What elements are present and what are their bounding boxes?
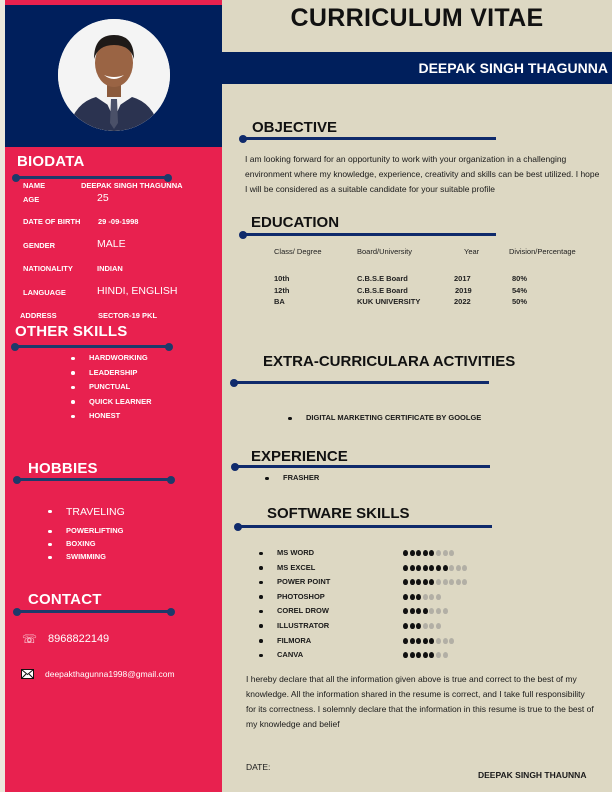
rating-dot-empty-icon bbox=[462, 565, 467, 571]
rating-dot-empty-icon bbox=[423, 594, 428, 600]
objective-divider bbox=[242, 137, 496, 140]
rating-dot-filled-icon bbox=[416, 652, 421, 658]
edu-cell: 80% bbox=[512, 274, 528, 283]
other-skill-item: QUICK LEARNER bbox=[89, 395, 152, 410]
rating-dot-filled-icon bbox=[410, 594, 415, 600]
bio-value-language: HINDI, ENGLISH bbox=[97, 285, 178, 297]
software-skill-item: COREL DROW bbox=[277, 604, 330, 619]
contact-divider bbox=[16, 610, 172, 613]
hobby-item: POWERLIFTING bbox=[66, 526, 124, 535]
other-skills-list bbox=[89, 351, 152, 424]
rating-dot-filled-icon bbox=[416, 579, 421, 585]
other-skills-divider bbox=[14, 345, 170, 348]
rating-dot-filled-icon bbox=[423, 579, 428, 585]
bio-label-gender: GENDER bbox=[23, 241, 56, 250]
rating-dot-empty-icon bbox=[456, 565, 461, 571]
biodata-divider bbox=[15, 176, 169, 179]
edu-header-division: Division/Percentage bbox=[509, 247, 576, 256]
edu-header-board: Board/University bbox=[357, 247, 413, 256]
rating-dot-filled-icon bbox=[410, 565, 415, 571]
rating-dot-filled-icon bbox=[423, 638, 428, 644]
edu-cell: C.B.S.E Board bbox=[357, 286, 408, 295]
rating-dot-filled-icon bbox=[410, 608, 415, 614]
edu-cell: BA bbox=[274, 297, 285, 306]
photo-panel bbox=[5, 5, 222, 147]
phone-number[interactable]: 8968822149 bbox=[48, 633, 110, 645]
edu-cell: 2022 bbox=[454, 297, 471, 306]
contact-email bbox=[21, 669, 175, 679]
rating-dot-filled-icon bbox=[416, 638, 421, 644]
rating-dot-filled-icon bbox=[429, 652, 434, 658]
rating-dot-filled-icon bbox=[403, 623, 408, 629]
profile-photo bbox=[58, 19, 170, 131]
rating-dot-filled-icon bbox=[429, 550, 434, 556]
rating-dot-filled-icon bbox=[403, 638, 408, 644]
hobbies-list bbox=[66, 504, 125, 563]
software-skill-item: POWER POINT bbox=[277, 575, 330, 590]
envelope-icon bbox=[21, 669, 45, 679]
edu-cell: 54% bbox=[512, 286, 528, 295]
bio-value-age: 25 bbox=[97, 192, 109, 204]
edu-cell: 2017 bbox=[454, 274, 471, 283]
rating-dot-empty-icon bbox=[436, 579, 441, 585]
rating-dot-empty-icon bbox=[449, 550, 454, 556]
rating-dot-empty-icon bbox=[449, 579, 454, 585]
rating-dot-filled-icon bbox=[423, 608, 428, 614]
software-skill-item: CANVA bbox=[277, 648, 330, 663]
rating-dot-filled-icon bbox=[416, 550, 421, 556]
rating-dot-filled-icon bbox=[436, 565, 441, 571]
software-skills-list bbox=[277, 546, 330, 663]
rating-dot-filled-icon bbox=[416, 608, 421, 614]
experience-divider bbox=[234, 465, 490, 468]
rating-dot-empty-icon bbox=[436, 594, 441, 600]
rating-dot-empty-icon bbox=[456, 579, 461, 585]
bio-value-gender: MALE bbox=[97, 238, 126, 250]
extra-curricular-divider bbox=[233, 381, 489, 384]
skill-rating-dots bbox=[403, 579, 467, 585]
rating-dot-empty-icon bbox=[443, 652, 448, 658]
rating-dot-filled-icon bbox=[423, 550, 428, 556]
edu-cell: C.B.S.E Board bbox=[357, 274, 408, 283]
bio-label-language: LANGUAGE bbox=[23, 288, 66, 297]
bio-label-age: AGE bbox=[23, 195, 40, 204]
skill-rating-dots bbox=[403, 594, 441, 600]
rating-dot-empty-icon bbox=[429, 608, 434, 614]
rating-dot-filled-icon bbox=[403, 565, 408, 571]
page-title: CURRICULUM VITAE bbox=[290, 4, 544, 32]
rating-dot-filled-icon bbox=[416, 565, 421, 571]
bio-value-address: SECTOR-19 PKL bbox=[98, 311, 158, 320]
rating-dot-filled-icon bbox=[429, 565, 434, 571]
rating-dot-empty-icon bbox=[429, 623, 434, 629]
rating-dot-filled-icon bbox=[423, 652, 428, 658]
bio-label-dob: DATE OF BIRTH bbox=[23, 217, 81, 226]
extra-curricular-list bbox=[306, 411, 481, 426]
skill-rating-dots bbox=[403, 652, 448, 658]
activity-item: DIGITAL MARKETING CERTIFICATE BY GOOLGE bbox=[306, 411, 481, 426]
objective-title: OBJECTIVE bbox=[252, 119, 338, 136]
name-banner bbox=[222, 52, 612, 84]
rating-dot-filled-icon bbox=[403, 579, 408, 585]
software-skills-divider bbox=[237, 525, 492, 528]
experience-list bbox=[283, 471, 319, 486]
rating-dot-filled-icon bbox=[416, 594, 421, 600]
other-skill-item: HONEST bbox=[89, 409, 152, 424]
rating-dot-empty-icon bbox=[436, 623, 441, 629]
other-skill-item: LEADERSHIP bbox=[89, 366, 152, 381]
rating-dot-filled-icon bbox=[429, 579, 434, 585]
bio-value-nationality: INDIAN bbox=[97, 264, 123, 273]
rating-dot-empty-icon bbox=[449, 565, 454, 571]
biodata-title: BIODATA bbox=[17, 153, 85, 170]
rating-dot-empty-icon bbox=[423, 623, 428, 629]
bio-label-address: ADDRESS bbox=[20, 311, 57, 320]
hobbies-title: HOBBIES bbox=[28, 460, 98, 477]
rating-dot-filled-icon bbox=[410, 579, 415, 585]
edu-cell: KUK UNIVERSITY bbox=[357, 297, 421, 306]
objective-text: I am looking forward for an opportunity to work with your organization in a challenging environment where my knowledge, experience, creativity and skills can be best utilized. I hope I will be considered as a suitable candidate for your suitable profile bbox=[245, 154, 600, 194]
rating-dot-empty-icon bbox=[462, 579, 467, 585]
rating-dot-filled-icon bbox=[410, 638, 415, 644]
rating-dot-empty-icon bbox=[449, 638, 454, 644]
telephone-icon: ☏ bbox=[22, 632, 38, 646]
rating-dot-empty-icon bbox=[436, 608, 441, 614]
education-divider bbox=[242, 233, 496, 236]
rating-dot-empty-icon bbox=[436, 638, 441, 644]
person-avatar-icon bbox=[58, 19, 170, 131]
skill-rating-dots bbox=[403, 638, 454, 644]
candidate-name: DEEPAK SINGH THAGUNNA bbox=[418, 60, 608, 76]
other-skill-item: HARDWORKING bbox=[89, 351, 152, 366]
hobbies-divider bbox=[16, 478, 172, 481]
edu-header-class: Class/ Degree bbox=[274, 247, 322, 256]
education-title: EDUCATION bbox=[251, 214, 340, 231]
skill-rating-dots bbox=[403, 550, 454, 556]
software-skill-item: MS WORD bbox=[277, 546, 330, 561]
extra-curricular-title: EXTRA-CURRICULARA ACTIVITIES bbox=[263, 353, 516, 370]
contact-phone bbox=[22, 632, 109, 646]
bio-value-name: DEEPAK SINGH THAGUNNA bbox=[81, 181, 183, 190]
rating-dot-filled-icon bbox=[403, 652, 408, 658]
rating-dot-empty-icon bbox=[443, 638, 448, 644]
other-skill-item: PUNCTUAL bbox=[89, 380, 152, 395]
skill-rating-dots bbox=[403, 565, 467, 571]
sidebar bbox=[5, 0, 222, 792]
software-skill-item: MS EXCEL bbox=[277, 561, 330, 576]
hobby-item: TRAVELING bbox=[66, 504, 125, 524]
rating-dot-filled-icon bbox=[403, 594, 408, 600]
rating-dot-empty-icon bbox=[436, 652, 441, 658]
hobby-item: BOXING bbox=[66, 537, 125, 550]
bio-label-name: NAME bbox=[23, 181, 46, 190]
signature-name: DEEPAK SINGH THAUNNA bbox=[478, 770, 587, 780]
hobby-item: SWIMMING bbox=[66, 550, 125, 563]
software-skill-item: PHOTOSHOP bbox=[277, 590, 330, 605]
experience-title: EXPERIENCE bbox=[251, 448, 348, 465]
skill-rating-dots bbox=[403, 608, 448, 614]
bio-label-nationality: NATIONALITY bbox=[23, 264, 73, 273]
contact-title: CONTACT bbox=[28, 591, 102, 608]
rating-dot-filled-icon bbox=[410, 550, 415, 556]
rating-dot-filled-icon bbox=[403, 550, 408, 556]
rating-dot-empty-icon bbox=[436, 550, 441, 556]
rating-dot-filled-icon bbox=[416, 623, 421, 629]
rating-dot-filled-icon bbox=[403, 608, 408, 614]
edu-cell: 2019 bbox=[455, 286, 472, 295]
edu-cell: 50% bbox=[512, 297, 528, 306]
software-skill-item: ILLUSTRATOR bbox=[277, 619, 330, 634]
rating-dot-filled-icon bbox=[410, 652, 415, 658]
rating-dot-empty-icon bbox=[443, 608, 448, 614]
rating-dot-filled-icon bbox=[443, 565, 448, 571]
rating-dot-filled-icon bbox=[429, 638, 434, 644]
edu-cell: 12th bbox=[274, 286, 290, 295]
date-label: DATE: bbox=[246, 762, 271, 772]
declaration-text: I hereby declare that all the information given above is true and correct to the best of my knowledge. All the information shared in the resume is correct, and I take full responsibility for its correctness. I solemnly declare that the information in this resume is true to the best of my knowledge and belief bbox=[246, 674, 594, 729]
software-skills-title: SOFTWARE SKILLS bbox=[267, 505, 410, 522]
rating-dot-empty-icon bbox=[443, 550, 448, 556]
other-skills-title: OTHER SKILLS bbox=[15, 323, 128, 340]
edu-header-year: Year bbox=[464, 247, 480, 256]
software-skill-item: FILMORA bbox=[277, 634, 330, 649]
rating-dot-filled-icon bbox=[423, 565, 428, 571]
bio-value-dob: 29 -09-1998 bbox=[98, 217, 139, 226]
rating-dot-empty-icon bbox=[443, 579, 448, 585]
rating-dot-filled-icon bbox=[410, 623, 415, 629]
skill-rating-dots bbox=[403, 623, 441, 629]
edu-cell: 10th bbox=[274, 274, 290, 283]
email-address[interactable]: deepakthagunna1998@gmail.com bbox=[45, 669, 175, 679]
experience-item: FRASHER bbox=[283, 471, 319, 486]
rating-dot-empty-icon bbox=[429, 594, 434, 600]
